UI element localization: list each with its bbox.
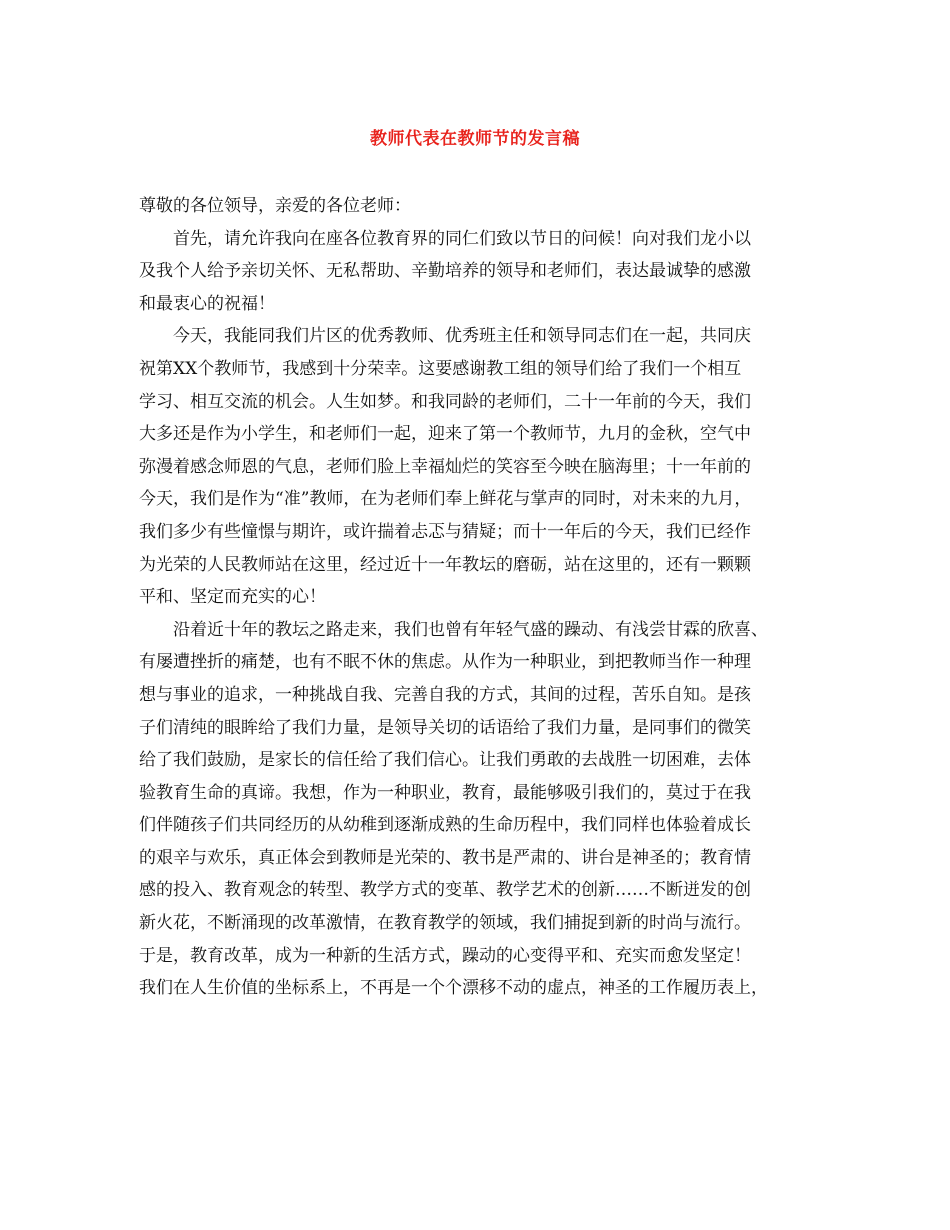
text-line: 我们在人生价值的坐标系上，不再是一个个漂移不动的虚点，神圣的工作履历表上， xyxy=(139,978,768,999)
text-line: 首先，请允许我向在座各位教育界的同仁们致以节日的问候！向对我们龙小以 xyxy=(173,228,751,249)
text-line: 和最衷心的祝福！ xyxy=(139,293,275,314)
document-body xyxy=(139,190,829,1005)
text-line: 为光荣的人民教师站在这里，经过近十一年教坛的磨砺，站在这里的，还有一颗颗 xyxy=(139,554,751,575)
text-line: 子们清纯的眼眸给了我们力量，是领导关切的话语给了我们力量，是同事们的微笑 xyxy=(139,717,751,738)
text-line: 的艰辛与欢乐，真正体会到教师是光荣的、教书是严肃的、讲台是神圣的；教育情 xyxy=(139,847,751,868)
text-line: 于是，教育改革，成为一种新的生活方式，躁动的心变得平和、充实而愈发坚定！ xyxy=(139,945,751,966)
text-line: 今天，我们是作为“准”教师，在为老师们奉上鲜花与掌声的同时，对未来的九月， xyxy=(139,489,752,510)
text-line: 我们多少有些憧憬与期许，或许揣着忐忑与猜疑；而十一年后的今天，我们已经作 xyxy=(139,521,751,542)
text-line: 今天，我能同我们片区的优秀教师、优秀班主任和领导同志们在一起，共同庆 xyxy=(173,326,751,347)
text-line: 尊敬的各位领导，亲爱的各位老师： xyxy=(139,196,411,216)
text-line: 想与事业的追求，一种挑战自我、完善自我的方式，其间的过程，苦乐自知。是孩 xyxy=(139,684,751,705)
text-line: 祝第XX个教师节，我感到十分荣幸。这要感谢教工组的领导们给了我们一个相互 xyxy=(139,358,742,379)
text-line: 弥漫着感念师恩的气息，老师们脸上幸福灿烂的笑容至今映在脑海里；十一年前的 xyxy=(139,456,751,477)
text-line: 验教育生命的真谛。我想，作为一种职业，教育，最能够吸引我们的，莫过于在我 xyxy=(139,782,751,803)
text-line: 感的投入、教育观念的转型、教学方式的变革、教学艺术的创新……不断迸发的创 xyxy=(139,880,751,901)
text-line: 有屡遭挫折的痛楚，也有不眠不休的焦虑。从作为一种职业，到把教师当作一种理 xyxy=(139,652,751,673)
text-line: 沿着近十年的教坛之路走来，我们也曾有年轻气盛的躁动、有浅尝甘霖的欣喜、 xyxy=(173,619,768,640)
text-line: 及我个人给予亲切关怀、无私帮助、辛勤培养的领导和老师们，表达最诚挚的感激 xyxy=(139,261,751,282)
text-line: 学习、相互交流的机会。人生如梦。和我同龄的老师们，二十一年前的今天，我们 xyxy=(139,391,751,412)
text-line: 给了我们鼓励，是家长的信任给了我们信心。让我们勇敢的去战胜一切困难，去体 xyxy=(139,750,751,771)
text-line: 新火花，不断涌现的改革激情，在教育教学的领域，我们捕捉到新的时尚与流行。 xyxy=(139,913,751,934)
document-title: 教师代表在教师节的发言稿 xyxy=(370,129,580,149)
text-line: 们伴随孩子们共同经历的从幼稚到逐渐成熟的生命历程中，我们同样也体验着成长 xyxy=(139,815,751,836)
text-line: 大多还是作为小学生，和老师们一起，迎来了第一个教师节，九月的金秋，空气中 xyxy=(139,424,751,445)
text-line: 平和、坚定而充实的心！ xyxy=(139,587,326,608)
